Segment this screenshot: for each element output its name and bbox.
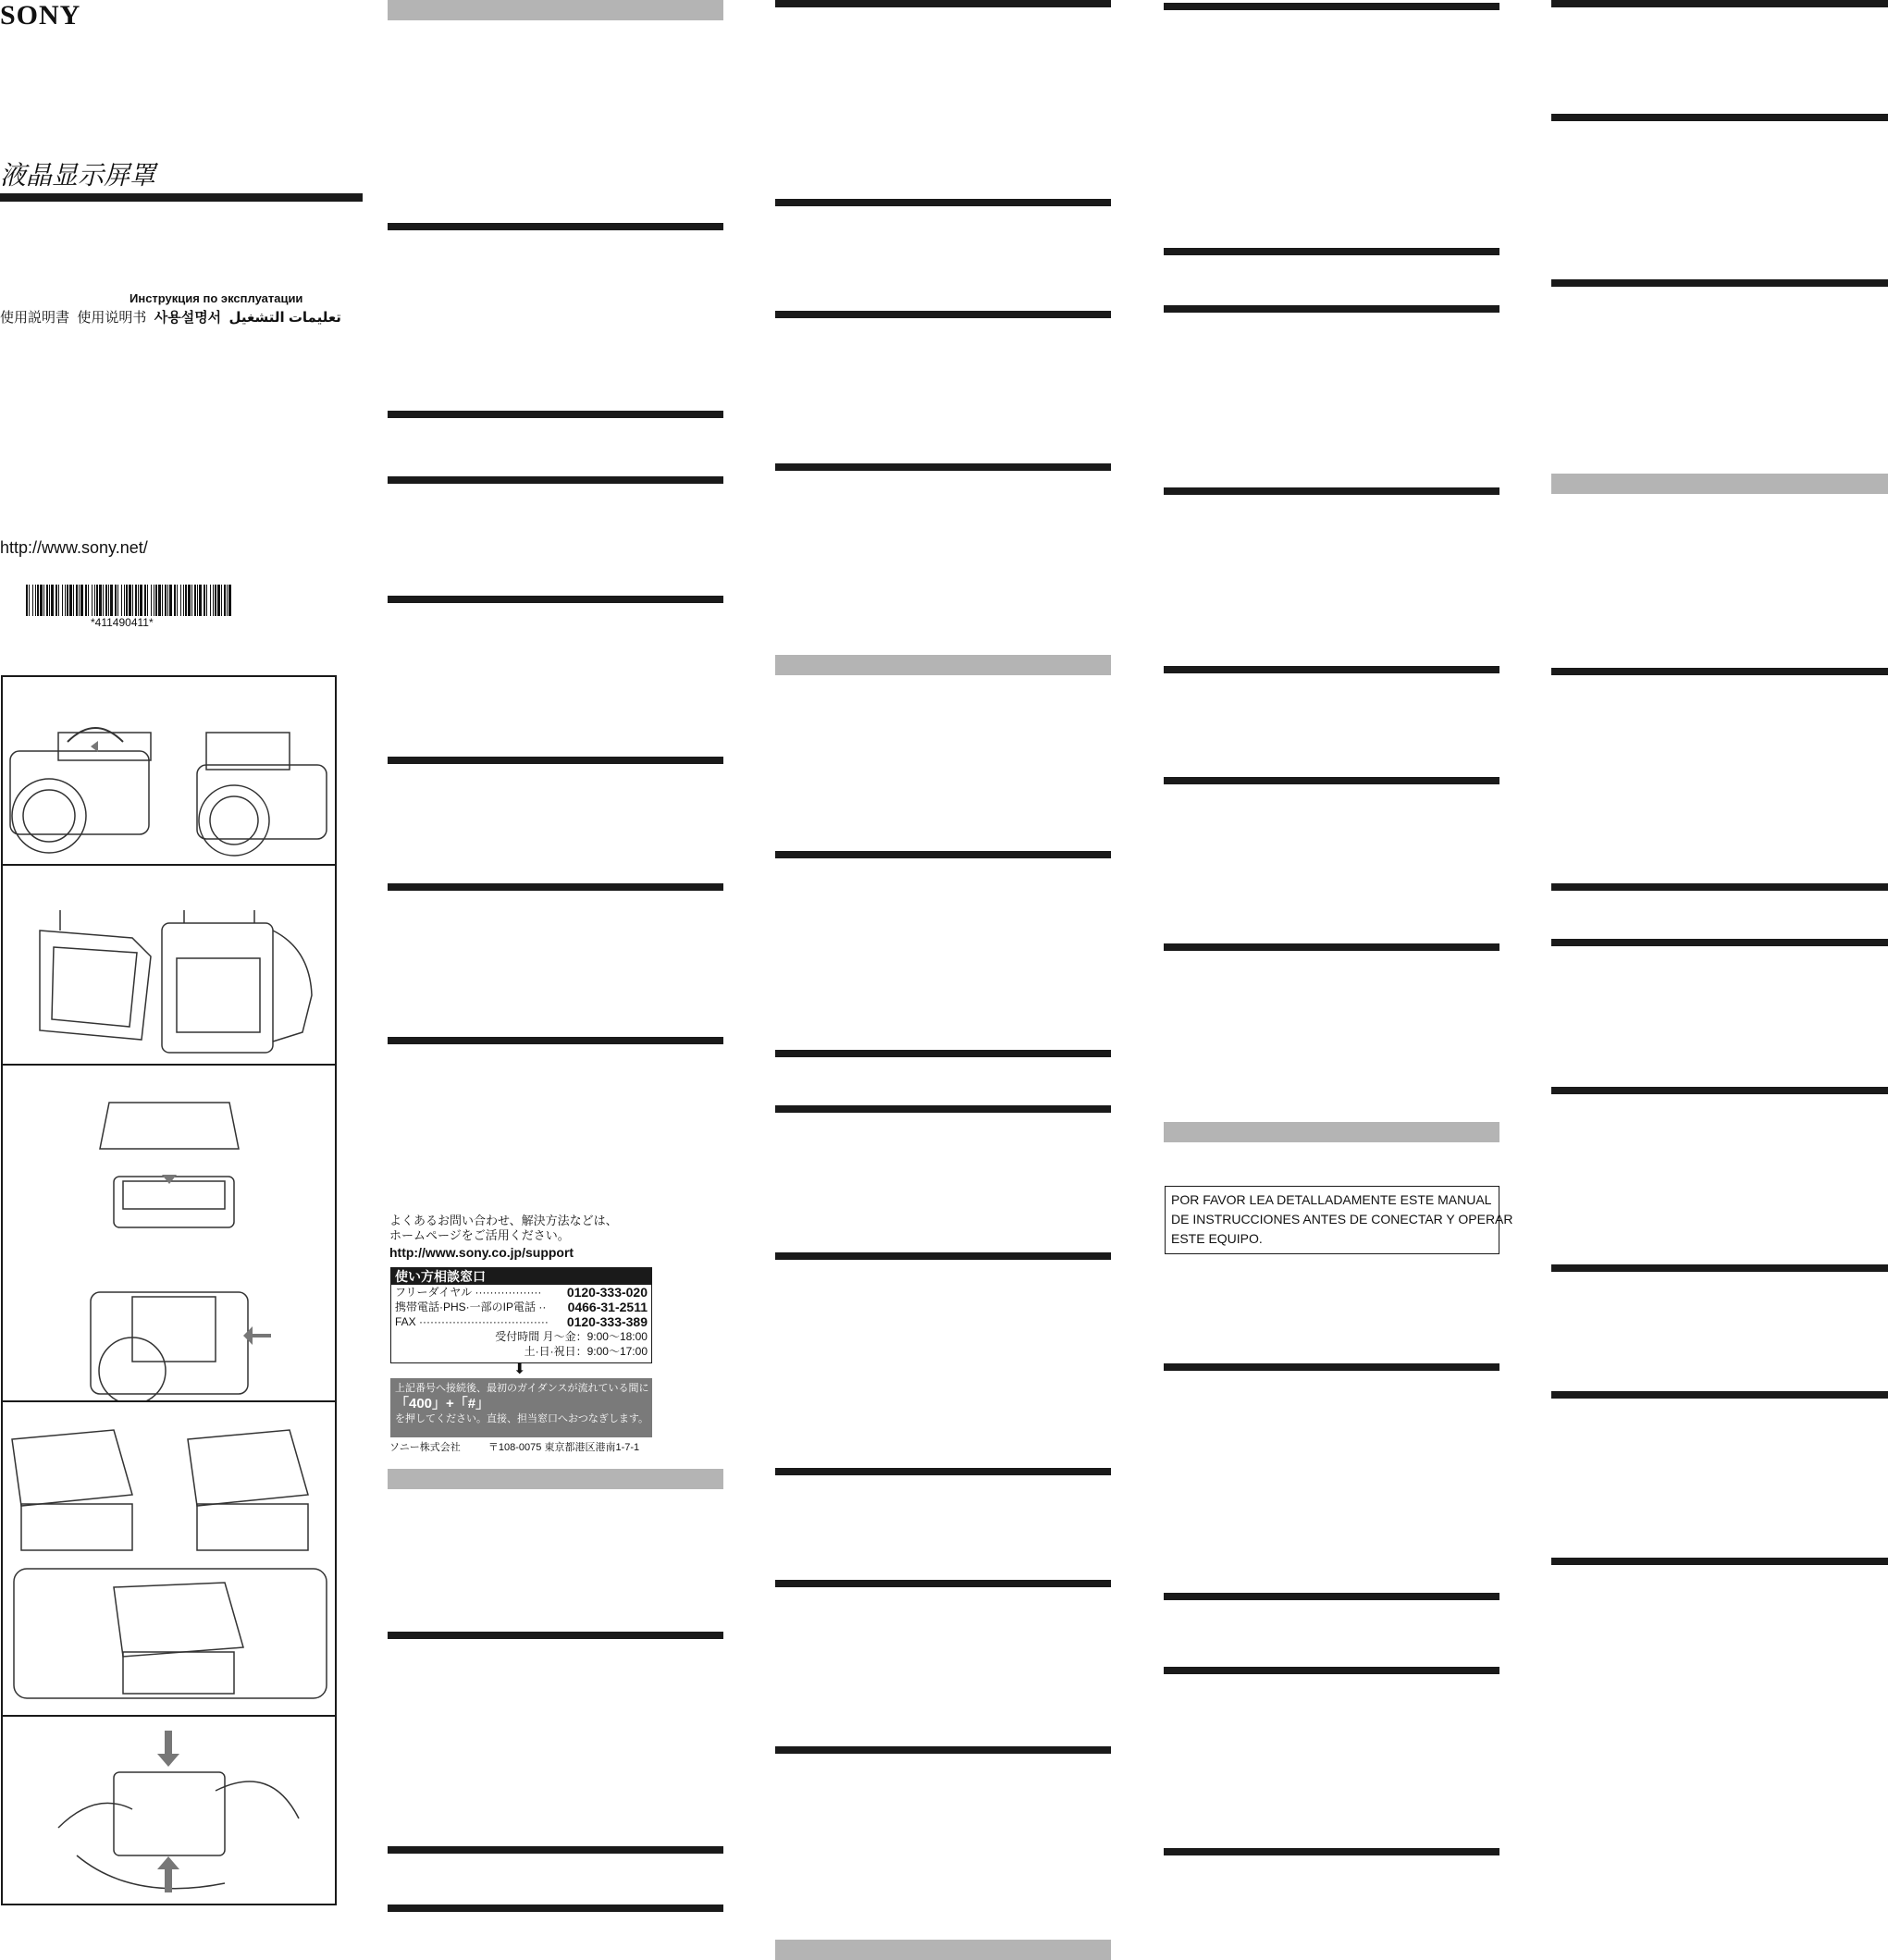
support-row: [391, 1300, 651, 1314]
title-rule: [0, 193, 363, 202]
support-note-1: 上記番号へ接続後、最初のガイダンスが流れている間に: [395, 1383, 649, 1394]
support-note-3: を押してください。直接、担当窓口へおつなぎします。: [395, 1413, 649, 1424]
grey-header-bar: [388, 1469, 723, 1489]
section-rule: [775, 199, 1111, 206]
support-url: http://www.sony.co.jp/support: [389, 1245, 574, 1260]
section-rule: [388, 223, 723, 230]
grey-header-bar: [1551, 474, 1888, 494]
section-rule: [1551, 1264, 1888, 1272]
barcode: [26, 585, 233, 616]
notice-line-1: POR FAVOR LEA DETALLADAMENTE ESTE MANUAL: [1171, 1192, 1492, 1207]
illustration-panel-2: [1, 864, 337, 1066]
section-rule: [388, 1632, 723, 1639]
section-rule: [775, 1050, 1111, 1057]
section-rule: [775, 463, 1111, 471]
section-rule: [388, 476, 723, 484]
section-rule: [1164, 1667, 1499, 1674]
support-row-label: FAX ···································: [395, 1315, 549, 1328]
manual-title-ja: 使用説明書: [0, 310, 70, 326]
support-company-line: [389, 1439, 639, 1454]
section-rule: [1551, 1087, 1888, 1094]
section-rule: [775, 851, 1111, 858]
section-rule: [388, 411, 723, 418]
cover-column: [0, 0, 363, 1960]
support-row: [391, 1314, 651, 1329]
text-column-2: [388, 0, 723, 1960]
manual-titles: [0, 307, 341, 327]
barcode-number: *411490411*: [91, 616, 154, 629]
barcode-bars: [26, 585, 233, 616]
manual-title-ko: 사용설명서: [154, 310, 222, 326]
section-rule: [1551, 114, 1888, 121]
text-column-4: [1164, 0, 1513, 1960]
product-title: 液晶显示屏罩: [0, 161, 156, 190]
section-rule: [1164, 777, 1499, 784]
section-rule: [1551, 668, 1888, 675]
section-rule: [1164, 1363, 1499, 1371]
section-rule: [388, 1905, 723, 1912]
support-hours-2: 土·日·祝日：9:00～17:00: [524, 1345, 648, 1358]
grey-header-bar: [388, 0, 723, 20]
section-rule: [388, 1037, 723, 1044]
section-rule: [775, 1580, 1111, 1587]
support-row: [391, 1285, 651, 1300]
grey-header-bar: [775, 655, 1111, 675]
support-note-box: [390, 1378, 652, 1437]
illustration-panels: [0, 675, 338, 1905]
illustration-panel-3: [1, 1064, 337, 1402]
section-rule: [775, 1468, 1111, 1475]
support-hours-1: 受付時間 月～金：9:00～18:00: [495, 1330, 648, 1343]
section-rule: [775, 311, 1111, 318]
subtitle-russian: Инструкция по эксплуатации: [130, 291, 303, 305]
hood-remove-illustration: [3, 1717, 335, 1904]
section-rule: [1164, 487, 1499, 495]
section-rule: [775, 1252, 1111, 1260]
grey-header-bar: [775, 1940, 1111, 1960]
support-address: 〒108-0075 東京都港区港南1-7-1: [487, 1442, 640, 1453]
support-row-number: 0120-333-389: [566, 1314, 648, 1329]
notice-line-3: ESTE EQUIPO.: [1171, 1231, 1263, 1246]
sony-url: http://www.sony.net/: [0, 538, 148, 557]
section-rule: [1551, 0, 1888, 7]
section-rule: [388, 1846, 723, 1854]
section-rule: [1164, 248, 1499, 255]
section-rule: [1164, 3, 1499, 10]
support-intro-1: よくあるお問い合わせ、解決方法などは、: [389, 1214, 618, 1227]
hood-attach-illustration: [3, 1066, 335, 1400]
text-column-5: [1551, 0, 1888, 1960]
section-rule: [1164, 305, 1499, 313]
grey-header-bar: [1164, 1122, 1499, 1142]
section-rule: [1164, 943, 1499, 951]
support-row-number: 0466-31-2511: [567, 1300, 648, 1314]
section-rule: [775, 0, 1111, 7]
section-rule: [1164, 666, 1499, 673]
section-rule: [1551, 939, 1888, 946]
support-company: ソニー株式会社: [389, 1442, 461, 1453]
hood-parts-illustration: [3, 866, 335, 1064]
illustration-panel-5: [1, 1715, 337, 1905]
manual-title-zh: 使用说明书: [77, 310, 147, 326]
section-rule: [1551, 1558, 1888, 1565]
support-row-label: フリーダイヤル ··················: [395, 1286, 542, 1299]
support-block: [389, 1214, 667, 1262]
support-row-number: 0120-333-020: [566, 1285, 648, 1300]
section-rule: [775, 1105, 1111, 1113]
section-rule: [388, 757, 723, 764]
support-note-2: 「400」+「#」: [395, 1396, 490, 1411]
camcorder-open-lcd-illustration: [3, 677, 335, 864]
spanish-notice-box: [1165, 1186, 1513, 1254]
sony-logo: SONY: [0, 0, 81, 31]
section-rule: [1164, 1848, 1499, 1855]
manual-title-ar: تعليمات التشغيل: [228, 310, 341, 326]
down-arrow-icon: ⬇: [513, 1362, 526, 1377]
support-contact-box: [390, 1267, 652, 1363]
section-rule: [388, 596, 723, 603]
section-rule: [775, 1746, 1111, 1754]
illustration-panel-1: [1, 675, 337, 866]
hood-fold-illustration: [3, 1402, 335, 1715]
section-rule: [1551, 1391, 1888, 1399]
section-rule: [388, 883, 723, 891]
support-intro-2: ホームページをご活用ください。: [389, 1228, 570, 1242]
section-rule: [1164, 1593, 1499, 1600]
section-rule: [1551, 279, 1888, 287]
text-column-3: [775, 0, 1111, 1960]
section-rule: [1551, 883, 1888, 891]
illustration-panel-4: [1, 1400, 337, 1717]
support-row-label: 携帯電話·PHS·一部のIP電話 ··: [395, 1301, 547, 1313]
notice-line-2: DE INSTRUCCIONES ANTES DE CONECTAR Y OPERAR: [1171, 1212, 1513, 1227]
support-header: 使い方相談窓口: [391, 1268, 651, 1285]
